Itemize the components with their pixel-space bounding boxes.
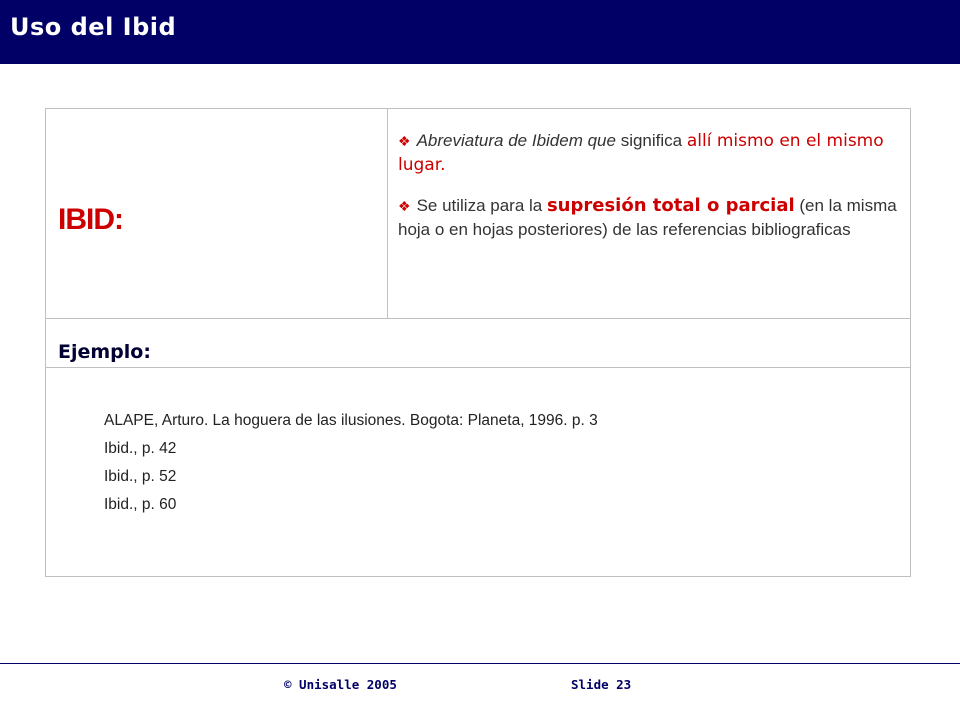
definition-bullet-1	[398, 129, 898, 177]
diamond-bullet-icon: ❖	[398, 133, 411, 149]
bullet-1-italic-text: Abreviatura de Ibidem que	[416, 131, 621, 150]
reference-line: Ibid., p. 52	[104, 468, 177, 485]
slide-title: Uso del Ibid	[10, 13, 177, 41]
reference-line: Ibid., p. 60	[104, 496, 177, 513]
reference-list	[104, 411, 598, 523]
bullet-1-text: significa	[620, 131, 687, 150]
example-label: Ejemplo:	[58, 341, 151, 363]
reference-line: ALAPE, Arturo. La hoguera de las ilusiones. Bogota: Planeta, 1996. p. 3	[104, 412, 598, 429]
diamond-bullet-icon: ❖	[398, 198, 411, 214]
bullet-1-emphasis: allí mismo en el mismo lugar.	[398, 131, 884, 175]
term-cell	[46, 109, 388, 318]
definition-bullet-2	[398, 194, 898, 241]
bullet-2-text-start: Se utiliza para la	[416, 196, 547, 215]
footer-divider	[0, 663, 960, 664]
definition-cell	[388, 109, 910, 318]
row-divider	[46, 318, 910, 319]
title-bar	[0, 0, 960, 64]
reference-line: Ibid., p. 42	[104, 440, 177, 457]
bullet-2-text-end: (en la misma hoja o en hojas posteriores) de las referencias bibliograficas	[398, 196, 897, 239]
content-table	[45, 108, 911, 577]
term-heading: IBID:	[58, 203, 123, 236]
footer-copyright: © Unisalle 2005	[284, 677, 397, 692]
footer-slide-number: Slide 23	[571, 677, 632, 692]
bullet-2-emphasis: supresión total o parcial	[546, 195, 795, 216]
row-divider	[46, 367, 910, 368]
